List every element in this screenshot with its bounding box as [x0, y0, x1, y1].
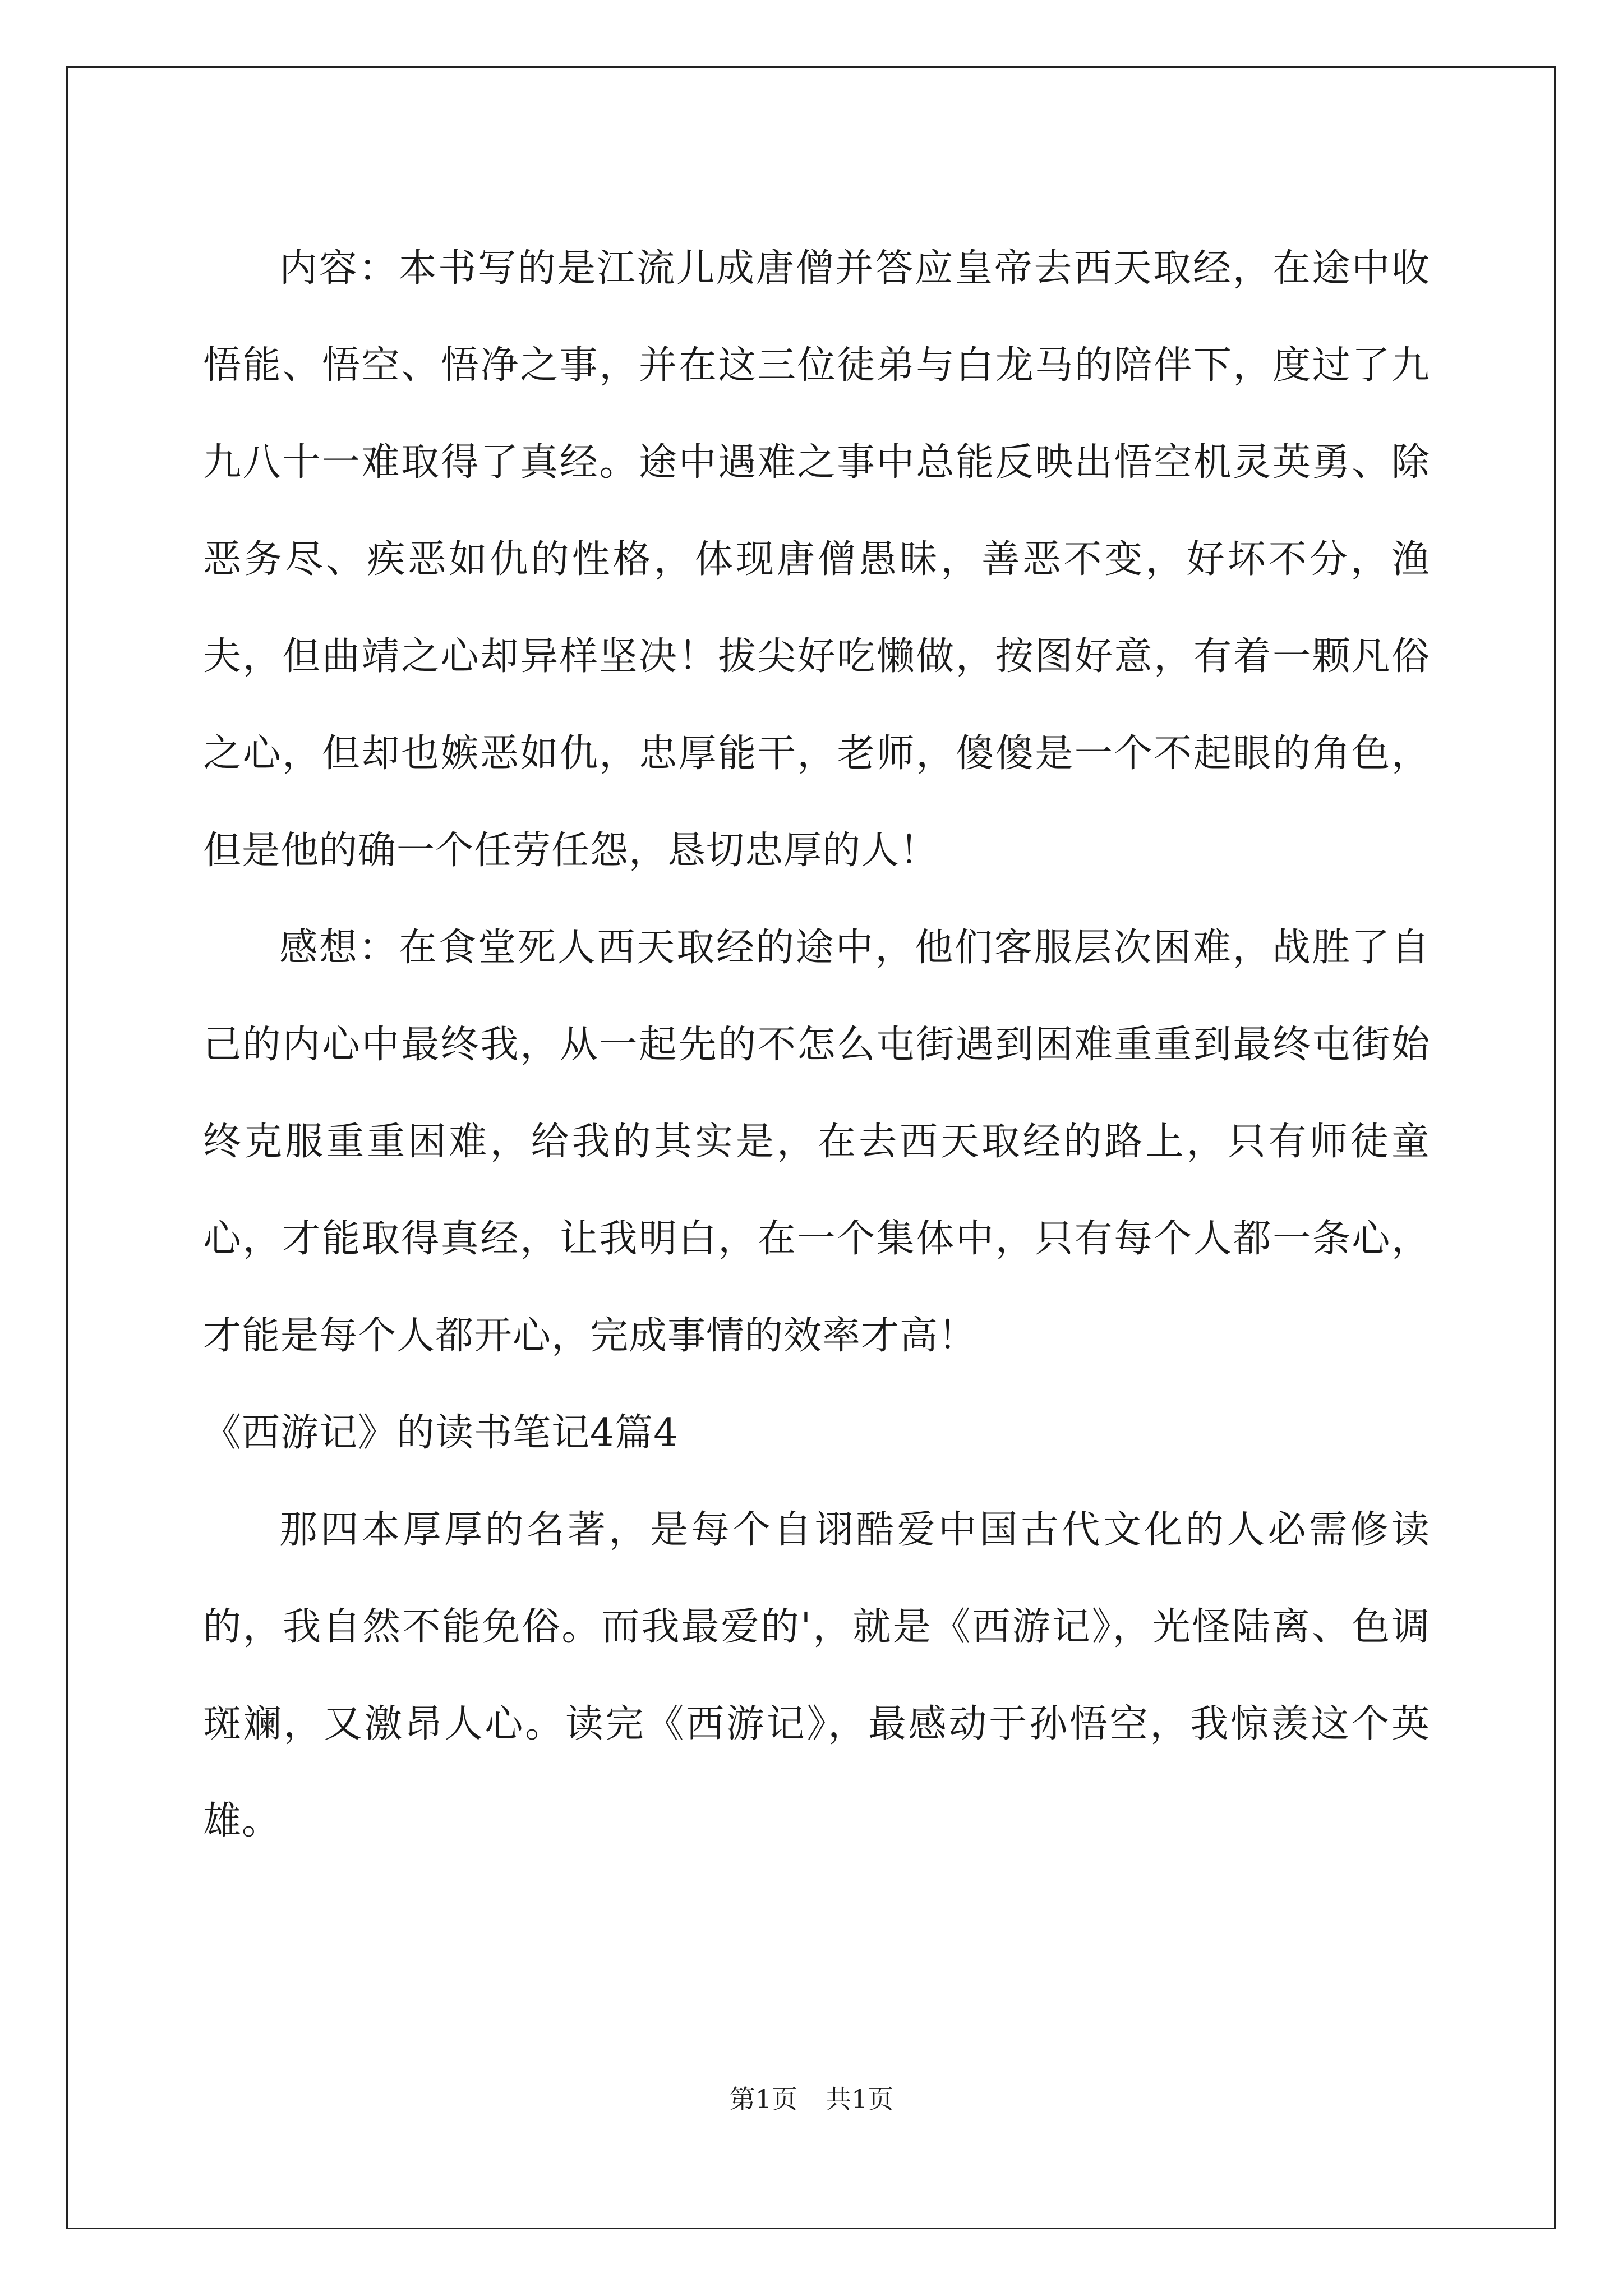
paragraph-content: 内容：本书写的是江流儿成唐僧并答应皇帝去西天取经，在途中收悟能、悟空、悟净之事，并在这三位徒弟与白龙马的陪伴下，度过了九九八十一难取得了真经。途中遇难之事中总能反映出悟空机灵英勇、除恶务尽、疾恶如仇的性格，体现唐僧愚昧，善恶不变，好坏不分，渔夫，但曲靖之心却异样坚决！拔尖好吃懒做，按图好意，有着一颗凡俗之心，但却也嫉恶如仇，忠厚能干，老师，傻傻是一个不起眼的角色，但是他的确一个任劳任怨，恳切忠厚的人！: [203, 246, 1430, 873]
section-heading: 《西游记》的读书笔记4篇4: [203, 1411, 679, 1455]
paragraph-reflection: 感想：在食堂死人西天取经的途中，他们客服层次困难，战胜了自己的内心中最终我，从一起先的不怎么屯街遇到困难重重到最终屯街始终克服重重困难，给我的其实是，在去西天取经的路上，只有师徒童心，才能取得真经，让我明白，在一个集体中，只有每个人都一条心，才能是每个人都开心，完成事情的效率才高！: [203, 926, 1430, 1358]
page-number: 第1页: [729, 2084, 797, 2114]
page-total: 共1页: [826, 2084, 894, 2114]
paragraph-section: 那四本厚厚的名著，是每个自诩酷爱中国古代文化的人必需修读的，我自然不能免俗。而我最爱的'，就是《西游记》，光怪陆离、色调斑斓，又激昂人心。读完《西游记》，最感动于孙悟空，我惊羡这个英雄。: [203, 1508, 1430, 1843]
page-footer: [0, 2082, 1623, 2116]
document-body: [203, 220, 1430, 1870]
